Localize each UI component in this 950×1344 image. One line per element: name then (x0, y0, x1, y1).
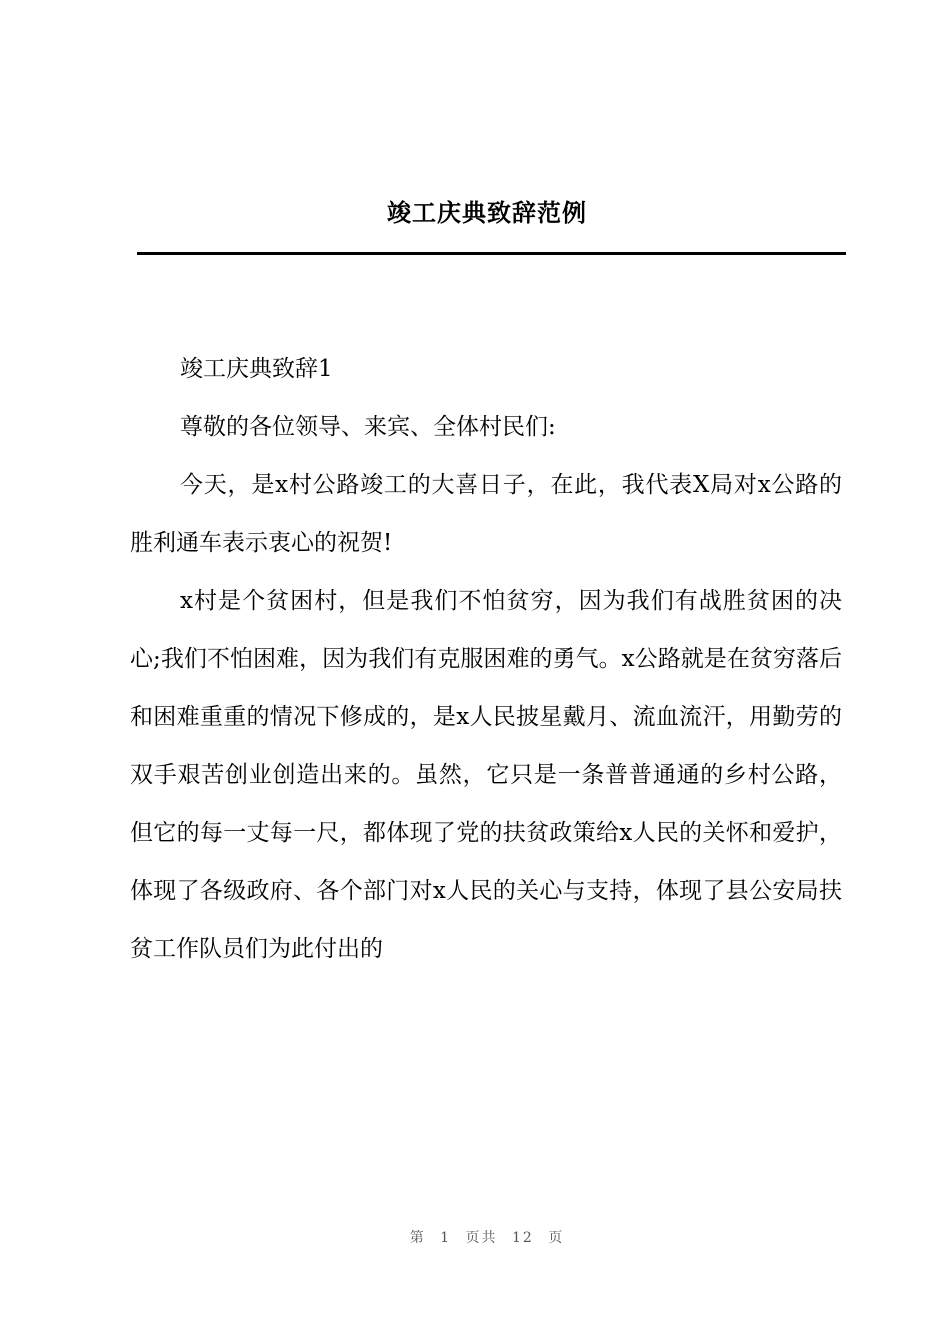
salutation: 尊敬的各位领导、来宾、全体村民们: (180, 414, 556, 440)
title-underline (137, 252, 846, 255)
section-heading: 竣工庆典致辞1 (180, 356, 333, 382)
page-number-footer: 第 1 页共 12 页 (409, 1230, 565, 1246)
body-paragraph: x村是个贫困村，但是我们不怕贫穷，因为我们有战胜贫困的决心;我们不怕困难，因为我们有克服困难的勇气。x公路就是在贫穷落后和困难重重的情况下修成的，是x人民披星戴月、流血流汗，用勤劳的双手艰苦创业创造出来的。虽然，它只是一条普普通通的乡村公路，但它的每一丈每一尺，都体现了党的扶贫政策给x人民的关怀和爱护，体现了各级政府、各个部门对x人民的关心与支持，体现了县公安局扶贫工作队员们为此付出的 (130, 588, 842, 962)
document-title: 竣工庆典致辞范例 (387, 198, 587, 227)
body-paragraph: 今天，是x村公路竣工的大喜日子，在此，我代表X局对x公路的胜利通车表示衷心的祝贺! (130, 472, 842, 556)
document-body (130, 340, 842, 978)
